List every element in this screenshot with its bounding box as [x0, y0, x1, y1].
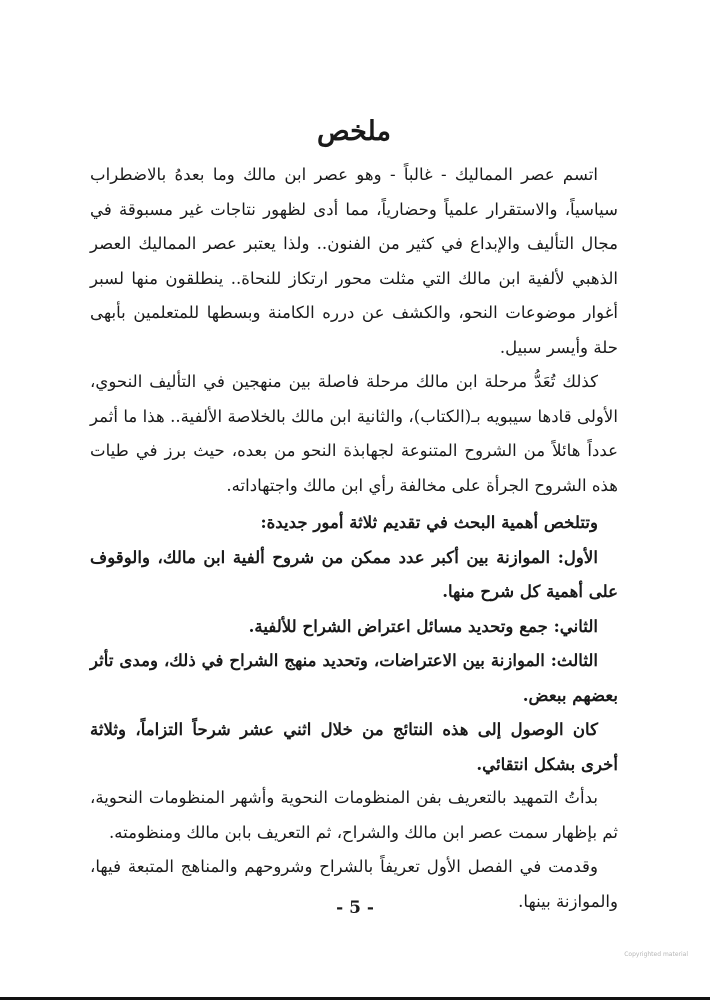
paragraph-research-importance: وتتلخص أهمية البحث في تقديم ثلاثة أمور جديدة:: [260, 512, 598, 532]
paragraph-results: كان الوصول إلى هذه النتائج من خلال اثني عشر شرحاً التزاماً، وثلاثة أخرى بشكل انتقائي.: [90, 719, 618, 774]
page-number: - 5 -: [336, 898, 374, 918]
paragraph-ibn-malik-stage: كذلك تُعَدُّ مرحلة ابن مالك مرحلة فاصلة بين منهجين في التأليف النحوي، الأولى قادها سيبويه بـ(الكتاب)، والثانية ابن مالك بالخلاصة الألفية.. هذا ما أثمر عدداً هائلاً من الشروح المتنوعة لجهابذة النحو من بعده، حيث برز في طيات هذه الشروح الجرأة على مخالفة رأي ابن مالك واجتهاداته.: [90, 372, 618, 495]
paragraph-point-third: الثالث: الموازنة بين الاعتراضات، وتحديد منهج الشراح في ذلك، ومدى تأثر بعضهم ببعض.: [90, 650, 618, 705]
document-page: [90, 112, 618, 919]
copyright-watermark: Copyrighted material: [624, 951, 688, 958]
paragraph-point-second: الثاني: جمع وتحديد مسائل اعتراض الشراح للألفية.: [248, 615, 598, 636]
paragraph-mamluk-era: اتسم عصر المماليك - غالباً - وهو عصر ابن مالك وما بعدهُ بالاضطراب سياسياً، والاستقرار علمياً وحضارياً، مما أدى لظهور نتاجات غير مسبوقة في مجال التأليف والإبداع في كثير من الفنون.. ولذا يعتبر عصر المماليك العصر الذهبي لألفية ابن مالك التي مثلت محور ارتكاز للنحاة.. ينطلقون منها لسبر أغوار موضوعات النحو، والكشف عن درره الكامنة وبسطها للمتعلمين بأبهى حلة وأيسر سبيل.: [90, 165, 618, 357]
paragraph-point-first: الأول: الموازنة بين أكبر عدد ممكن من شروح ألفية ابن مالك، والوقوف على أهمية كل شرح منها.: [90, 546, 618, 601]
paragraph-introduction: بدأتُ التمهيد بالتعريف بفن المنظومات النحوية وأشهر المنظومات النحوية، ثم بإظهار سمت عصر ابن مالك والشراح، ثم التعريف بابن مالك ومنظومته.: [90, 788, 618, 842]
paragraph-chapter-one: وقدمت في الفصل الأول تعريفاً بالشراح وشروحهم والمناهج المتبعة فيها، والموازنة بينها.: [90, 857, 618, 911]
page-title: ملخص: [317, 116, 391, 147]
